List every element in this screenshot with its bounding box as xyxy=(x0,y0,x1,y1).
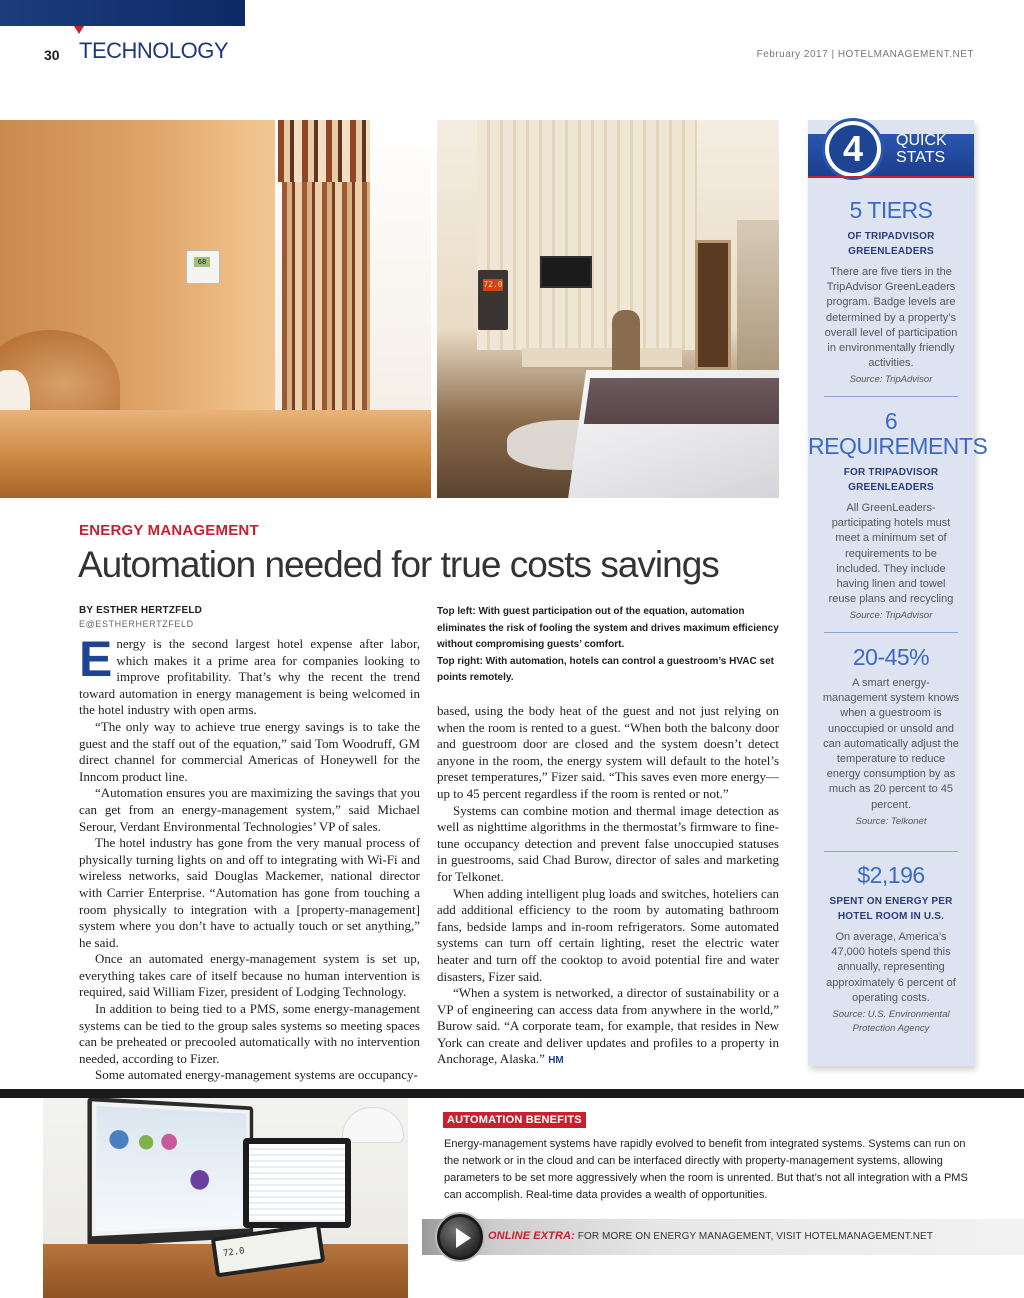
drop-cap: E xyxy=(79,631,113,687)
hotel-room-photo-left xyxy=(0,120,431,498)
stat-description: A smart energy-management system knows when a guestroom is unoccupied or unsold and can automatically adjust the temperature to reduce energy consumption by as much as 20 percent to 45 percent. xyxy=(822,677,960,811)
bed xyxy=(0,410,431,498)
article-paragraph: When adding intelligent plug loads and switches, hoteliers can add additional efficiency to the room by automating bathroom fans, bedside lamps and in-room refrigerators. Some automated systems can turn off certain lighting, reset the electric water heater and turn off the cooktop to avoid potential fire and water disasters, Fizer said. xyxy=(437,885,779,984)
stat-block xyxy=(808,863,974,1036)
play-triangle-icon xyxy=(456,1228,471,1248)
bed-runner xyxy=(584,378,779,424)
article-paragraph xyxy=(437,985,779,1070)
desk xyxy=(522,348,682,370)
stat-description: All GreenLeaders-participating hotels must meet a minimum set of requirements to be included. They include having linen and towel reuse plans and recycling xyxy=(828,502,954,606)
stat-subtitle-line: GREENLEADERS xyxy=(848,246,934,257)
laptop xyxy=(243,1138,351,1228)
bottom-divider-bar xyxy=(0,1089,1024,1098)
stat-divider xyxy=(824,632,958,633)
benefits-text: Energy-management systems have rapidly evolved to benefit from integrated systems. Systems can run on the network or in the cloud and can be interfaced directly with property-management systems, allowing parameters to be set more aggressively when the room is unrented. But that’s not all integration with a PMS can accomplish. Real-time data provides a wealth of opportunities. xyxy=(444,1138,968,1201)
top-color-bar xyxy=(0,0,245,26)
quick-stats-sidebar xyxy=(808,120,988,1066)
photo-captions xyxy=(437,604,782,687)
online-extra-link[interactable] xyxy=(488,1230,933,1242)
stat-figure-line2: REQUIREMENTS xyxy=(808,433,988,459)
computer-desk-photo xyxy=(43,1098,408,1298)
article-byline: BY ESTHER HERTZFELD xyxy=(79,605,203,616)
red-tick-marker xyxy=(74,26,84,34)
stat-figure: 20-45% xyxy=(852,644,930,670)
article-column-1 xyxy=(79,631,420,1084)
stat-source-line: Source: U.S. Environmental xyxy=(832,1009,950,1021)
stat-figure: $2,196 xyxy=(857,862,925,888)
stats-count-badge xyxy=(822,118,884,180)
paragraph-text: “When a system is networked, a director of sustainability or a VP of engineering can access data from anywhere in the world,” Burow said. “A corporate team, for example, that resides in New York can create and deliver updates and profiles to a property in Anchorage, Alaska.” xyxy=(437,985,779,1067)
section-title: TECHNOLOGY xyxy=(79,38,229,63)
article-paragraph: “The only way to achieve true energy savings is to take the guest and the staff out of the equation,” said Tom Woodruff, GM direct channel for commercial Americas of Honeywell for the Inncom product line. xyxy=(79,718,420,784)
thermostat-display: 72.0 xyxy=(483,280,503,289)
stat-block xyxy=(808,408,988,623)
stat-description: On average, America’s 47,000 hotels spend this annually, representing approximately 6 percent of operating costs. xyxy=(826,931,956,1004)
stat-source xyxy=(808,1008,974,1036)
stat-subtitle-line: FOR TRIPADVISOR xyxy=(843,467,939,478)
article-paragraph: In addition to being tied to a PMS, some energy-management systems can be tied to the group sales systems so meeting spaces can be preheated or precooled automatically with no intervention needed, according to Fizer. xyxy=(79,1001,420,1066)
article-paragraph xyxy=(79,631,420,719)
stat-source-line: Protection Agency xyxy=(852,1023,930,1035)
quick-stats-title-line2: STATS xyxy=(896,149,946,166)
stat-subtitle-line: SPENT ON ENERGY PER xyxy=(829,896,953,907)
wardrobe xyxy=(737,220,779,380)
article-column-2 xyxy=(437,703,779,1070)
chart-dot xyxy=(161,1134,177,1150)
article-kicker: ENERGY MANAGEMENT xyxy=(79,522,259,539)
article-paragraph: The hotel industry has gone from the very manual process of physically turning lights on and off to integrating with Wi-Fi and wireless networks, said Douglas Mackemer, national director with Carrier Enterprise. “Automation has gone from touching a room physically to integration with a [property-management] system where you don’t have to actually touch or set anything,” he said. xyxy=(79,835,420,950)
stat-divider xyxy=(824,851,958,852)
article-paragraph: Once an automated energy-management system is set up, everything takes care of itself because no human intervention is required, said William Fizer, president of Lodging Technology. xyxy=(79,951,420,1000)
stat-divider xyxy=(824,396,958,397)
article-paragraph: Some automated energy-management systems are occupancy- xyxy=(95,1067,418,1083)
red-divider xyxy=(808,176,974,178)
stat-subtitle xyxy=(808,229,974,259)
paragraph-text: nergy is the second largest hotel expense after labor, which makes it a prime area for companies looking to improve profitability. That’s why the recent the trend toward automation in energy management is being welcomed in the hotel industry with open arms. xyxy=(79,636,420,718)
quick-stats-title xyxy=(896,132,947,166)
quick-stats-header xyxy=(808,120,974,176)
desktop-monitor xyxy=(87,1098,253,1247)
stat-description: There are five tiers in the TripAdvisor GreenLeaders program. Badge levels are determined by a property’s overall level of participation in environmentally friendly activities. xyxy=(824,266,958,370)
author-contact: E@ESTHERHERTZFELD xyxy=(79,619,194,629)
issue-date-website: February 2017 | HOTELMANAGEMENT.NET xyxy=(756,49,974,60)
desk-lamp xyxy=(343,1108,403,1142)
stat-subtitle xyxy=(808,894,974,924)
dashboard-screen xyxy=(96,1106,246,1232)
page-number: 30 xyxy=(44,47,60,63)
stat-source: Source: TripAdvisor xyxy=(849,374,933,386)
article-headline: Automation needed for true costs savings xyxy=(78,544,719,585)
laptop-screen xyxy=(249,1144,345,1222)
online-extra-label: ONLINE EXTRA: xyxy=(488,1230,575,1242)
stat-subtitle-line: OF TRIPADVISOR xyxy=(847,231,935,242)
chart-dot xyxy=(139,1135,153,1150)
online-extra-text: FOR MORE ON ENERGY MANAGEMENT, VISIT HOTELMANAGEMENT.NET xyxy=(577,1231,934,1242)
stat-subtitle-line: HOTEL ROOM IN U.S. xyxy=(837,911,945,922)
stat-subtitle xyxy=(808,465,974,495)
chart-dot xyxy=(190,1170,209,1190)
quick-stats-title-line1: QUICK xyxy=(896,132,947,149)
tablet-display: 72.0 xyxy=(215,1227,320,1273)
wall-thermostat xyxy=(478,270,508,330)
stat-subtitle-line: GREENLEADERS xyxy=(848,482,934,493)
door xyxy=(695,240,731,370)
stat-block xyxy=(808,645,974,829)
curtain-valance xyxy=(278,120,370,182)
wall-tv xyxy=(540,256,592,288)
wall-thermostat xyxy=(186,250,220,284)
chair xyxy=(612,310,640,374)
benefits-label: AUTOMATION BENEFITS xyxy=(443,1112,586,1128)
article-paragraph: Systems can combine motion and thermal image detection as well as nighttime algorithms in the thermostat’s firmware to fine-tune occupancy detection and prevent false unoccupied statuses in guestrooms, said Chad Burow, director of sales and marketing for Telkonet. xyxy=(437,802,779,884)
article-paragraph: based, using the body heat of the guest and not just relying on when the room is rented to a guest. “When both the balcony door and guestroom door are closed and the system doesn’t detect anyone in the room, the energy system will default to the hotel’s preset temperatures,” Fizer said. “This saves even more energy—up to 45 percent regardless if the room is rented or not.” xyxy=(437,703,779,801)
article-paragraph: “Automation ensures you are maximizing the savings that you can get from an energy-management system,” said Michael Serour, Verdant Environmental Technologies’ VP of sales. xyxy=(79,785,420,834)
end-mark: HM xyxy=(548,1055,564,1067)
stat-block xyxy=(808,198,974,387)
chart-dot xyxy=(109,1130,128,1149)
thermostat-display: 68 xyxy=(194,257,210,267)
stat-source: Source: Telkonet xyxy=(855,815,927,827)
caption-top-left: Top left: With guest participation out of the equation, automation eliminates the risk of fooling the system and drives maximum efficiency without compromising guests’ comfort. xyxy=(437,606,779,650)
play-icon[interactable] xyxy=(437,1214,483,1260)
stat-figure: 6 xyxy=(884,408,898,434)
caption-top-right: Top right: With automation, hotels can control a guestroom’s HVAC set points remotely. xyxy=(437,655,774,683)
stat-figure: 5 TIERS xyxy=(849,197,933,223)
stats-count: 4 xyxy=(829,125,877,173)
stat-source: Source: TripAdvisor xyxy=(849,610,933,622)
hotel-room-photo-right xyxy=(437,120,779,498)
striped-wallpaper xyxy=(477,120,697,350)
